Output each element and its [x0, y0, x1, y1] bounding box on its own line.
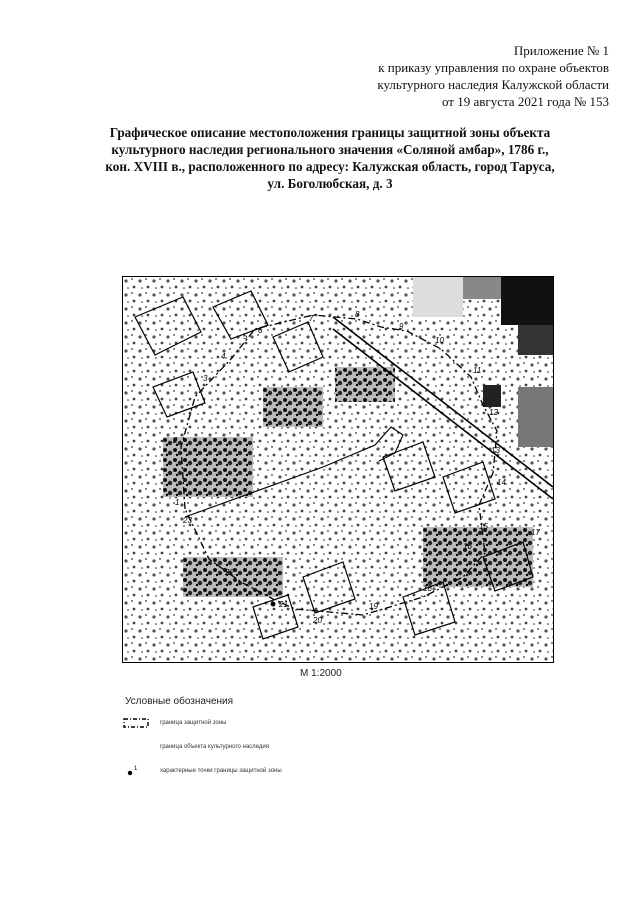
point-label-13: 13	[491, 446, 500, 455]
dashed-rect-icon	[122, 717, 152, 729]
map-canvas	[123, 277, 553, 662]
point-label-6: 6	[258, 326, 263, 335]
point-label-4: 4	[221, 352, 226, 361]
appendix-line: Приложение № 1	[513, 43, 609, 58]
title-line: кон. XVIII в., расположенного по адресу: Калужская область, город Таруса,	[105, 159, 555, 174]
point-label-14: 14	[497, 478, 506, 487]
point-label-22: 22	[225, 568, 234, 577]
point-marker-icon	[122, 765, 152, 777]
point-label-21: 21	[279, 600, 288, 609]
legend-item-label: граница защитной зоны	[160, 720, 227, 726]
title-line: культурного наследия регионального значения «Соляной амбар», 1786 г.,	[111, 142, 549, 157]
document-title	[60, 124, 600, 192]
point-label-2: 2	[173, 436, 178, 445]
point-label-12: 12	[489, 408, 498, 417]
point-marker-icon	[271, 602, 276, 607]
appendix-line: к приказу управления по охране объектов	[378, 60, 609, 75]
title-line: ул. Боголюбская, д. 3	[267, 176, 393, 191]
point-label-9: 9	[399, 322, 404, 331]
point-label-19: 19	[369, 602, 378, 611]
appendix-line: культурного наследия Калужской области	[377, 77, 609, 92]
appendix-line: от 19 августа 2021 года № 153	[441, 94, 609, 109]
solid-line-icon	[122, 741, 152, 753]
legend-item-label: характерные точки границы защитной зоны	[160, 768, 282, 774]
point-label-17: 17	[531, 528, 540, 537]
legend-title: Условные обозначения	[125, 696, 234, 707]
legend-item-object	[122, 740, 269, 754]
legend-marker-number: 1	[134, 766, 138, 772]
point-label-11: 11	[473, 366, 482, 375]
point-label-20: 20	[313, 616, 322, 625]
point-label-1: 1	[175, 498, 180, 507]
appendix-header	[377, 42, 609, 110]
point-label-18: 18	[423, 584, 432, 593]
legend-item-points	[122, 764, 282, 778]
aerial-map	[122, 276, 554, 663]
point-label-10: 10	[435, 336, 444, 345]
point-label-5: 5	[243, 332, 248, 341]
legend-item-label: граница объекта культурного наследия	[160, 744, 269, 750]
point-label-15: 15	[479, 522, 488, 531]
point-label-16: 16	[463, 542, 472, 551]
map-scale: М 1:2000	[300, 668, 342, 679]
point-label-23: 23	[183, 516, 192, 525]
title-line: Графическое описание местоположения границы защитной зоны объекта	[109, 125, 551, 140]
point-label-3: 3	[203, 374, 208, 383]
point-label-8: 8	[355, 310, 360, 319]
point-label-7: 7	[309, 314, 314, 323]
legend-item-zone	[122, 716, 226, 730]
